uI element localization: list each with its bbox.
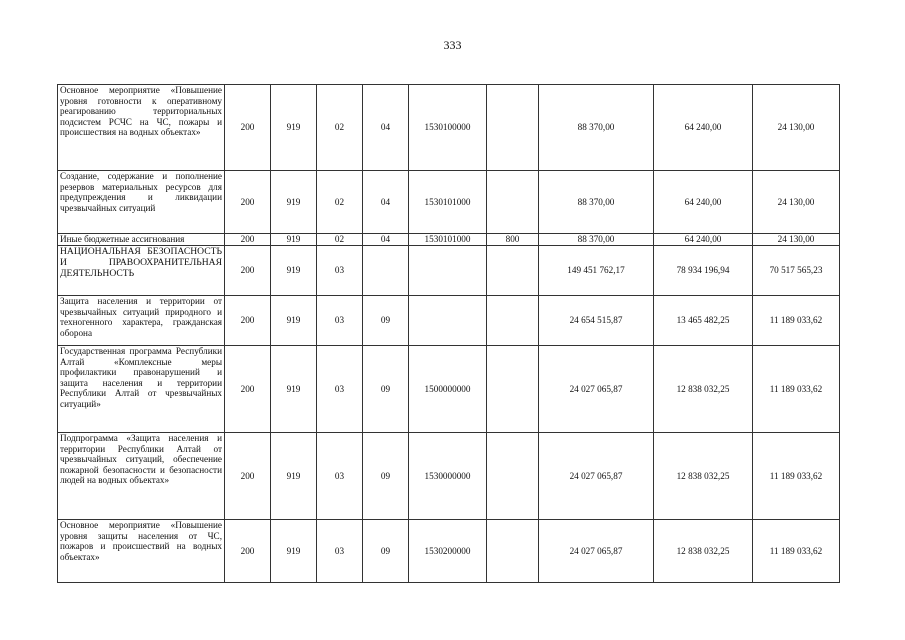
sum-1-cell: 149 451 762,17 xyxy=(539,246,654,296)
target-code-cell: 1530000000 xyxy=(409,433,487,520)
target-code-cell: 1530200000 xyxy=(409,520,487,583)
admin-code-cell: 200 xyxy=(225,85,271,171)
row-name-cell: Государственная программа Республики Алтай «Комплексные меры профилактики правонарушений и защита населения и территории Республики Алтай от чрезвычайных ситуаций» xyxy=(58,346,225,433)
section-code-cell: 03 xyxy=(317,520,363,583)
sum-1-cell: 24 654 515,87 xyxy=(539,296,654,346)
ministry-code-cell: 919 xyxy=(271,234,317,246)
sum-1-cell: 88 370,00 xyxy=(539,171,654,234)
table-row xyxy=(58,246,840,296)
expense-type-cell: 800 xyxy=(487,234,539,246)
row-name-cell: Основное мероприятие «Повышение уровня готовности к оперативному реагированию территориальных подсистем РСЧС на ЧС, пожары и происшествия на водных объектах» xyxy=(58,85,225,171)
sum-2-cell: 64 240,00 xyxy=(654,171,753,234)
target-code-cell: 1500000000 xyxy=(409,346,487,433)
admin-code-cell: 200 xyxy=(225,433,271,520)
table-row xyxy=(58,520,840,583)
ministry-code-cell: 919 xyxy=(271,85,317,171)
sum-2-cell: 12 838 032,25 xyxy=(654,433,753,520)
ministry-code-cell: 919 xyxy=(271,246,317,296)
row-name-cell: НАЦИОНАЛЬНАЯ БЕЗОПАСНОСТЬ И ПРАВООХРАНИТЕЛЬНАЯ ДЕЯТЕЛЬНОСТЬ xyxy=(58,246,225,296)
section-code-cell: 02 xyxy=(317,234,363,246)
subsection-code-cell: 04 xyxy=(363,171,409,234)
expense-type-cell xyxy=(487,171,539,234)
row-name-cell: Создание, содержание и пополнение резервов материальных ресурсов для предупреждения и ликвидации чрезвычайных ситуаций xyxy=(58,171,225,234)
target-code-cell: 1530100000 xyxy=(409,85,487,171)
admin-code-cell: 200 xyxy=(225,246,271,296)
subsection-code-cell: 04 xyxy=(363,234,409,246)
sum-3-cell: 70 517 565,23 xyxy=(753,246,840,296)
target-code-cell: 1530101000 xyxy=(409,171,487,234)
sum-2-cell: 13 465 482,25 xyxy=(654,296,753,346)
subsection-code-cell: 09 xyxy=(363,520,409,583)
table-row xyxy=(58,433,840,520)
sum-2-cell: 12 838 032,25 xyxy=(654,346,753,433)
sum-3-cell: 11 189 033,62 xyxy=(753,520,840,583)
target-code-cell xyxy=(409,246,487,296)
section-code-cell: 02 xyxy=(317,171,363,234)
section-code-cell: 02 xyxy=(317,85,363,171)
section-code-cell: 03 xyxy=(317,296,363,346)
subsection-code-cell xyxy=(363,246,409,296)
admin-code-cell: 200 xyxy=(225,346,271,433)
table-row xyxy=(58,171,840,234)
sum-1-cell: 88 370,00 xyxy=(539,85,654,171)
sum-3-cell: 24 130,00 xyxy=(753,85,840,171)
admin-code-cell: 200 xyxy=(225,296,271,346)
section-code-cell: 03 xyxy=(317,346,363,433)
sum-3-cell: 24 130,00 xyxy=(753,234,840,246)
row-name-cell: Защита населения и территории от чрезвычайных ситуаций природного и техногенного характера, гражданская оборона xyxy=(58,296,225,346)
expense-type-cell xyxy=(487,85,539,171)
sum-2-cell: 12 838 032,25 xyxy=(654,520,753,583)
expense-type-cell xyxy=(487,296,539,346)
sum-1-cell: 24 027 065,87 xyxy=(539,346,654,433)
ministry-code-cell: 919 xyxy=(271,171,317,234)
admin-code-cell: 200 xyxy=(225,234,271,246)
subsection-code-cell: 04 xyxy=(363,85,409,171)
sum-1-cell: 88 370,00 xyxy=(539,234,654,246)
ministry-code-cell: 919 xyxy=(271,520,317,583)
sum-2-cell: 64 240,00 xyxy=(654,85,753,171)
expense-type-cell xyxy=(487,346,539,433)
admin-code-cell: 200 xyxy=(225,171,271,234)
sum-3-cell: 11 189 033,62 xyxy=(753,433,840,520)
expense-type-cell xyxy=(487,433,539,520)
subsection-code-cell: 09 xyxy=(363,433,409,520)
ministry-code-cell: 919 xyxy=(271,433,317,520)
table-row xyxy=(58,346,840,433)
sum-1-cell: 24 027 065,87 xyxy=(539,433,654,520)
ministry-code-cell: 919 xyxy=(271,296,317,346)
subsection-code-cell: 09 xyxy=(363,296,409,346)
subsection-code-cell: 09 xyxy=(363,346,409,433)
sum-2-cell: 64 240,00 xyxy=(654,234,753,246)
row-name-cell: Подпрограмма «Защита населения и территории Республики Алтай от чрезвычайных ситуаций, обеспечение пожарной безопасности и безопасности людей на водных объектах» xyxy=(58,433,225,520)
sum-3-cell: 24 130,00 xyxy=(753,171,840,234)
sum-3-cell: 11 189 033,62 xyxy=(753,296,840,346)
target-code-cell xyxy=(409,296,487,346)
admin-code-cell: 200 xyxy=(225,520,271,583)
ministry-code-cell: 919 xyxy=(271,346,317,433)
table-row xyxy=(58,85,840,171)
section-code-cell: 03 xyxy=(317,433,363,520)
row-name-cell: Иные бюджетные ассигнования xyxy=(58,234,225,246)
section-code-cell: 03 xyxy=(317,246,363,296)
sum-1-cell: 24 027 065,87 xyxy=(539,520,654,583)
sum-3-cell: 11 189 033,62 xyxy=(753,346,840,433)
page-number: 333 xyxy=(443,38,462,52)
expense-type-cell xyxy=(487,520,539,583)
sum-2-cell: 78 934 196,94 xyxy=(654,246,753,296)
table-row xyxy=(58,296,840,346)
budget-table xyxy=(57,84,840,583)
target-code-cell: 1530101000 xyxy=(409,234,487,246)
table-row xyxy=(58,234,840,246)
row-name-cell: Основное мероприятие «Повышение уровня защиты населения от ЧС, пожаров и происшествий на водных объектах» xyxy=(58,520,225,583)
expense-type-cell xyxy=(487,246,539,296)
